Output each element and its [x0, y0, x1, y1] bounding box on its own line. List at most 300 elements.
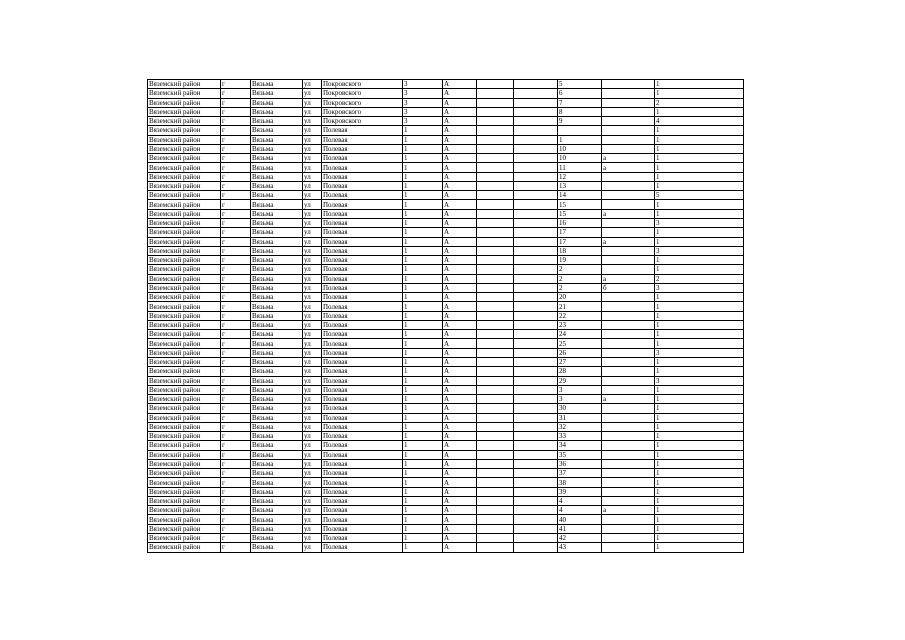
locality-cell: Вязьма: [251, 172, 303, 181]
extra-cell-2: [514, 320, 558, 329]
district-cell: Вяземский район: [148, 367, 221, 376]
street-cell: Полевая: [322, 515, 403, 524]
table-row: [148, 98, 744, 107]
locality-cell: Вязьма: [251, 163, 303, 172]
district-cell: Вяземский район: [148, 432, 221, 441]
district-cell: Вяземский район: [148, 274, 221, 283]
count-cell: 3: [655, 218, 744, 227]
district-cell: Вяземский район: [148, 404, 221, 413]
table-row: [148, 339, 744, 348]
house-cell: 11: [558, 163, 602, 172]
table-row: [148, 543, 744, 552]
house-cell: 43: [558, 543, 602, 552]
house-cell: 24: [558, 330, 602, 339]
street-type-cell: ул: [303, 126, 322, 135]
district-cell: Вяземский район: [148, 339, 221, 348]
street-type-cell: ул: [303, 376, 322, 385]
extra-cell-2: [514, 543, 558, 552]
extra-cell-2: [514, 311, 558, 320]
number-cell: 1: [403, 413, 443, 422]
locality-cell: Вязьма: [251, 181, 303, 190]
locality-type-cell: г: [221, 126, 251, 135]
table-row: [148, 256, 744, 265]
house-letter-cell: [602, 117, 655, 126]
house-cell: 15: [558, 209, 602, 218]
house-cell: 41: [558, 524, 602, 533]
house-letter-cell: [602, 376, 655, 385]
house-letter-cell: [602, 200, 655, 209]
extra-cell-2: [514, 172, 558, 181]
house-letter-cell: [602, 459, 655, 468]
locality-cell: Вязьма: [251, 441, 303, 450]
count-cell: 1: [655, 441, 744, 450]
count-cell: 1: [655, 107, 744, 116]
letter-cell: А: [443, 357, 477, 366]
street-cell: Полевая: [322, 200, 403, 209]
number-cell: 1: [403, 265, 443, 274]
house-letter-cell: [602, 450, 655, 459]
extra-cell-1: [477, 265, 514, 274]
district-cell: Вяземский район: [148, 107, 221, 116]
locality-type-cell: г: [221, 441, 251, 450]
street-type-cell: ул: [303, 302, 322, 311]
letter-cell: А: [443, 348, 477, 357]
locality-type-cell: г: [221, 200, 251, 209]
extra-cell-1: [477, 246, 514, 255]
letter-cell: А: [443, 265, 477, 274]
street-cell: Полевая: [322, 246, 403, 255]
count-cell: 1: [655, 496, 744, 505]
street-cell: Полевая: [322, 237, 403, 246]
locality-type-cell: г: [221, 163, 251, 172]
street-cell: Полевая: [322, 330, 403, 339]
locality-type-cell: г: [221, 534, 251, 543]
street-type-cell: ул: [303, 357, 322, 366]
house-letter-cell: [602, 228, 655, 237]
locality-type-cell: г: [221, 357, 251, 366]
table-row: [148, 246, 744, 255]
number-cell: 3: [403, 89, 443, 98]
district-cell: Вяземский район: [148, 218, 221, 227]
extra-cell-1: [477, 487, 514, 496]
house-letter-cell: [602, 126, 655, 135]
house-letter-cell: [602, 357, 655, 366]
house-cell: 21: [558, 302, 602, 311]
extra-cell-1: [477, 256, 514, 265]
locality-cell: Вязьма: [251, 265, 303, 274]
street-cell: Полевая: [322, 404, 403, 413]
extra-cell-1: [477, 80, 514, 89]
number-cell: 3: [403, 80, 443, 89]
extra-cell-2: [514, 385, 558, 394]
locality-type-cell: г: [221, 422, 251, 431]
street-cell: Полевая: [322, 320, 403, 329]
table-row: [148, 450, 744, 459]
locality-cell: Вязьма: [251, 534, 303, 543]
locality-type-cell: г: [221, 330, 251, 339]
locality-type-cell: г: [221, 246, 251, 255]
number-cell: 1: [403, 200, 443, 209]
extra-cell-1: [477, 422, 514, 431]
table-row: [148, 200, 744, 209]
locality-cell: Вязьма: [251, 80, 303, 89]
locality-cell: Вязьма: [251, 339, 303, 348]
street-type-cell: ул: [303, 506, 322, 515]
number-cell: 1: [403, 209, 443, 218]
district-cell: Вяземский район: [148, 89, 221, 98]
locality-type-cell: г: [221, 348, 251, 357]
house-letter-cell: [602, 330, 655, 339]
locality-type-cell: г: [221, 469, 251, 478]
table-row: [148, 80, 744, 89]
house-letter-cell: [602, 80, 655, 89]
extra-cell-1: [477, 524, 514, 533]
street-type-cell: ул: [303, 117, 322, 126]
count-cell: 1: [655, 80, 744, 89]
locality-cell: Вязьма: [251, 237, 303, 246]
street-type-cell: ул: [303, 524, 322, 533]
count-cell: 2: [655, 274, 744, 283]
count-cell: 1: [655, 320, 744, 329]
count-cell: 1: [655, 469, 744, 478]
count-cell: 1: [655, 330, 744, 339]
street-type-cell: ул: [303, 450, 322, 459]
house-letter-cell: а: [602, 209, 655, 218]
house-letter-cell: [602, 320, 655, 329]
street-type-cell: ул: [303, 395, 322, 404]
extra-cell-2: [514, 209, 558, 218]
house-cell: 35: [558, 450, 602, 459]
table-row: [148, 487, 744, 496]
count-cell: 1: [655, 487, 744, 496]
street-cell: Покровского: [322, 98, 403, 107]
locality-cell: Вязьма: [251, 450, 303, 459]
house-cell: 19: [558, 256, 602, 265]
number-cell: 1: [403, 320, 443, 329]
house-letter-cell: [602, 246, 655, 255]
table-row: [148, 163, 744, 172]
district-cell: Вяземский район: [148, 413, 221, 422]
locality-cell: Вязьма: [251, 422, 303, 431]
number-cell: 1: [403, 524, 443, 533]
house-cell: 2: [558, 265, 602, 274]
letter-cell: А: [443, 218, 477, 227]
street-type-cell: ул: [303, 89, 322, 98]
street-cell: Полевая: [322, 469, 403, 478]
street-type-cell: ул: [303, 330, 322, 339]
extra-cell-2: [514, 283, 558, 292]
extra-cell-2: [514, 413, 558, 422]
number-cell: 1: [403, 154, 443, 163]
table-row: [148, 274, 744, 283]
locality-cell: Вязьма: [251, 478, 303, 487]
house-letter-cell: [602, 385, 655, 394]
locality-type-cell: г: [221, 432, 251, 441]
number-cell: 1: [403, 441, 443, 450]
street-type-cell: ул: [303, 163, 322, 172]
table-body: [148, 80, 744, 553]
count-cell: 1: [655, 524, 744, 533]
count-cell: 1: [655, 144, 744, 153]
locality-cell: Вязьма: [251, 487, 303, 496]
locality-type-cell: г: [221, 191, 251, 200]
extra-cell-2: [514, 367, 558, 376]
house-letter-cell: [602, 487, 655, 496]
extra-cell-2: [514, 154, 558, 163]
house-cell: 31: [558, 413, 602, 422]
table-row: [148, 367, 744, 376]
district-cell: Вяземский район: [148, 293, 221, 302]
house-cell: 15: [558, 200, 602, 209]
extra-cell-1: [477, 432, 514, 441]
locality-cell: Вязьма: [251, 117, 303, 126]
extra-cell-1: [477, 200, 514, 209]
street-cell: Покровского: [322, 89, 403, 98]
street-type-cell: ул: [303, 237, 322, 246]
letter-cell: А: [443, 144, 477, 153]
extra-cell-2: [514, 274, 558, 283]
extra-cell-2: [514, 237, 558, 246]
number-cell: 1: [403, 228, 443, 237]
letter-cell: А: [443, 274, 477, 283]
extra-cell-2: [514, 117, 558, 126]
letter-cell: А: [443, 311, 477, 320]
street-type-cell: ул: [303, 218, 322, 227]
letter-cell: А: [443, 543, 477, 552]
extra-cell-2: [514, 191, 558, 200]
locality-type-cell: г: [221, 311, 251, 320]
house-cell: 1: [558, 135, 602, 144]
locality-cell: Вязьма: [251, 154, 303, 163]
extra-cell-1: [477, 478, 514, 487]
extra-cell-1: [477, 144, 514, 153]
locality-type-cell: г: [221, 218, 251, 227]
locality-cell: Вязьма: [251, 302, 303, 311]
extra-cell-2: [514, 395, 558, 404]
house-cell: 29: [558, 376, 602, 385]
house-letter-cell: [602, 543, 655, 552]
number-cell: 1: [403, 469, 443, 478]
count-cell: 1: [655, 135, 744, 144]
house-letter-cell: [602, 89, 655, 98]
number-cell: 1: [403, 450, 443, 459]
house-letter-cell: [602, 432, 655, 441]
street-cell: Полевая: [322, 385, 403, 394]
street-type-cell: ул: [303, 98, 322, 107]
extra-cell-2: [514, 506, 558, 515]
count-cell: 1: [655, 237, 744, 246]
house-letter-cell: [602, 469, 655, 478]
extra-cell-2: [514, 459, 558, 468]
extra-cell-1: [477, 385, 514, 394]
table-row: [148, 395, 744, 404]
extra-cell-1: [477, 348, 514, 357]
district-cell: Вяземский район: [148, 98, 221, 107]
street-type-cell: ул: [303, 459, 322, 468]
count-cell: 1: [655, 395, 744, 404]
locality-type-cell: г: [221, 478, 251, 487]
extra-cell-1: [477, 228, 514, 237]
extra-cell-2: [514, 376, 558, 385]
street-cell: Полевая: [322, 450, 403, 459]
extra-cell-1: [477, 126, 514, 135]
table-row: [148, 515, 744, 524]
locality-cell: Вязьма: [251, 228, 303, 237]
street-cell: Полевая: [322, 274, 403, 283]
table-row: [148, 404, 744, 413]
extra-cell-2: [514, 144, 558, 153]
count-cell: 1: [655, 311, 744, 320]
letter-cell: А: [443, 181, 477, 190]
district-cell: Вяземский район: [148, 311, 221, 320]
extra-cell-2: [514, 524, 558, 533]
locality-cell: Вязьма: [251, 367, 303, 376]
street-type-cell: ул: [303, 246, 322, 255]
house-letter-cell: [602, 422, 655, 431]
table-row: [148, 496, 744, 505]
number-cell: 3: [403, 117, 443, 126]
address-table: [147, 79, 744, 553]
house-cell: 17: [558, 228, 602, 237]
extra-cell-1: [477, 496, 514, 505]
count-cell: 1: [655, 256, 744, 265]
extra-cell-1: [477, 413, 514, 422]
letter-cell: А: [443, 404, 477, 413]
house-letter-cell: а: [602, 163, 655, 172]
house-letter-cell: [602, 98, 655, 107]
table-row: [148, 154, 744, 163]
house-letter-cell: [602, 404, 655, 413]
house-letter-cell: [602, 311, 655, 320]
street-type-cell: ул: [303, 228, 322, 237]
count-cell: 1: [655, 385, 744, 394]
count-cell: 1: [655, 302, 744, 311]
extra-cell-2: [514, 330, 558, 339]
locality-cell: Вязьма: [251, 200, 303, 209]
street-type-cell: ул: [303, 339, 322, 348]
street-cell: Полевая: [322, 524, 403, 533]
extra-cell-1: [477, 404, 514, 413]
street-type-cell: ул: [303, 154, 322, 163]
number-cell: 1: [403, 283, 443, 292]
number-cell: 1: [403, 246, 443, 255]
house-letter-cell: [602, 256, 655, 265]
extra-cell-1: [477, 376, 514, 385]
locality-type-cell: г: [221, 524, 251, 533]
house-letter-cell: б: [602, 283, 655, 292]
locality-type-cell: г: [221, 98, 251, 107]
table-row: [148, 376, 744, 385]
locality-cell: Вязьма: [251, 89, 303, 98]
letter-cell: А: [443, 385, 477, 394]
street-cell: Полевая: [322, 413, 403, 422]
street-cell: Полевая: [322, 543, 403, 552]
number-cell: 1: [403, 357, 443, 366]
house-letter-cell: [602, 515, 655, 524]
number-cell: 1: [403, 395, 443, 404]
district-cell: Вяземский район: [148, 191, 221, 200]
street-cell: Полевая: [322, 163, 403, 172]
extra-cell-1: [477, 89, 514, 98]
extra-cell-2: [514, 432, 558, 441]
count-cell: 1: [655, 209, 744, 218]
house-letter-cell: [602, 478, 655, 487]
letter-cell: А: [443, 413, 477, 422]
house-cell: 37: [558, 469, 602, 478]
street-type-cell: ул: [303, 422, 322, 431]
count-cell: 4: [655, 117, 744, 126]
street-cell: Полевая: [322, 228, 403, 237]
letter-cell: А: [443, 478, 477, 487]
street-cell: Полевая: [322, 432, 403, 441]
street-cell: Полевая: [322, 154, 403, 163]
number-cell: 1: [403, 432, 443, 441]
house-cell: [558, 126, 602, 135]
house-cell: 34: [558, 441, 602, 450]
extra-cell-2: [514, 450, 558, 459]
locality-cell: Вязьма: [251, 126, 303, 135]
street-type-cell: ул: [303, 144, 322, 153]
locality-cell: Вязьма: [251, 357, 303, 366]
extra-cell-2: [514, 181, 558, 190]
letter-cell: А: [443, 515, 477, 524]
district-cell: Вяземский район: [148, 348, 221, 357]
extra-cell-2: [514, 246, 558, 255]
number-cell: 3: [403, 107, 443, 116]
street-type-cell: ул: [303, 200, 322, 209]
number-cell: 1: [403, 487, 443, 496]
locality-cell: Вязьма: [251, 376, 303, 385]
locality-type-cell: г: [221, 209, 251, 218]
district-cell: Вяземский район: [148, 422, 221, 431]
letter-cell: А: [443, 209, 477, 218]
district-cell: Вяземский район: [148, 459, 221, 468]
house-cell: 13: [558, 181, 602, 190]
house-letter-cell: а: [602, 237, 655, 246]
extra-cell-2: [514, 265, 558, 274]
count-cell: 1: [655, 126, 744, 135]
street-cell: Полевая: [322, 506, 403, 515]
table-row: [148, 432, 744, 441]
house-letter-cell: [602, 441, 655, 450]
district-cell: Вяземский район: [148, 450, 221, 459]
number-cell: 1: [403, 348, 443, 357]
number-cell: 1: [403, 385, 443, 394]
locality-cell: Вязьма: [251, 469, 303, 478]
table-row: [148, 534, 744, 543]
number-cell: 1: [403, 191, 443, 200]
street-cell: Полевая: [322, 339, 403, 348]
extra-cell-2: [514, 534, 558, 543]
letter-cell: А: [443, 459, 477, 468]
table-row: [148, 181, 744, 190]
extra-cell-2: [514, 107, 558, 116]
letter-cell: А: [443, 246, 477, 255]
letter-cell: А: [443, 200, 477, 209]
house-cell: 16: [558, 218, 602, 227]
letter-cell: А: [443, 506, 477, 515]
locality-cell: Вязьма: [251, 432, 303, 441]
locality-type-cell: г: [221, 228, 251, 237]
house-letter-cell: [602, 413, 655, 422]
extra-cell-2: [514, 469, 558, 478]
house-cell: 39: [558, 487, 602, 496]
extra-cell-2: [514, 302, 558, 311]
locality-type-cell: г: [221, 144, 251, 153]
street-cell: Полевая: [322, 256, 403, 265]
house-letter-cell: [602, 107, 655, 116]
table-row: [148, 478, 744, 487]
